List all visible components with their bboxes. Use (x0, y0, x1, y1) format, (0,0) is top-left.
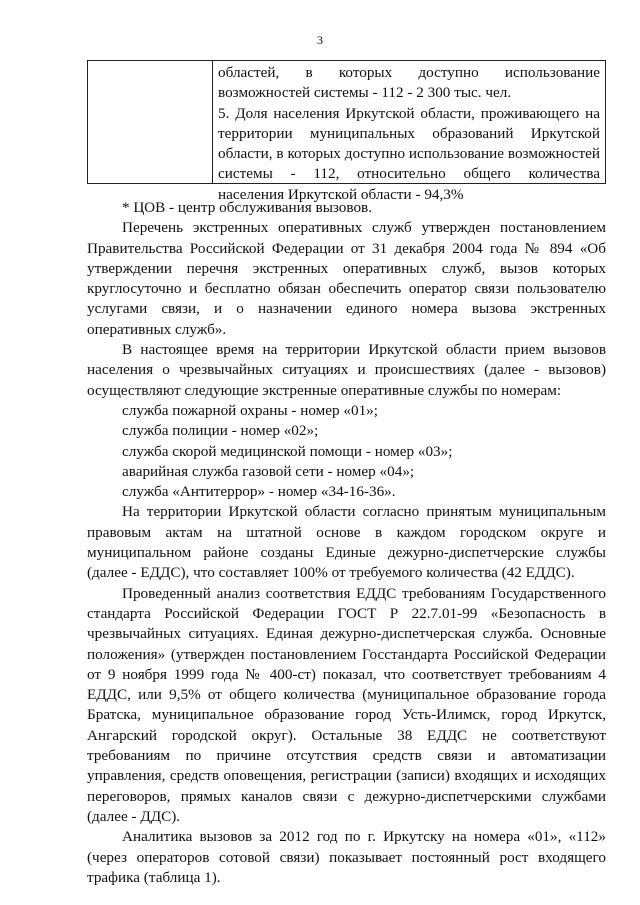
page-number: 3 (317, 33, 323, 47)
table-cell-right (213, 61, 605, 203)
continued-table (87, 60, 606, 203)
table-cell-left (88, 61, 213, 183)
table-cell-line: 5. Доля населения Иркутской области, проживающего на территории муниципальных образований Иркутской области, в которых доступно использование возможностей системы - 112, относительно общего количества населения Иркутской области - 94,3% (218, 104, 600, 203)
table-cell-line: областей, в которых доступно использование возможностей системы - 112 - 2 300 тыс. чел. (218, 64, 600, 102)
service-list-item: служба полиции - номер «02»; (122, 422, 319, 440)
paragraph: Аналитика вызовов за 2012 год по г. Иркутску на номера «01», «112» (через операторов сотовой связи) показывает постоянный рост входящего трафика (таблица 1). (87, 828, 606, 886)
paragraph: Перечень экстренных оперативных служб утвержден постановлением Правительства Российской Федерации от 31 декабря 2004 года № 894 «Об утверждении перечня экстренных оперативных служб, вызов которых круглосуточно и бесплатно обязан обеспечить оператор связи пользователю услугами связи, и о назначении единого номера вызова экстренных оперативных служб». (87, 219, 606, 338)
document-body (87, 198, 606, 888)
service-list-item: служба «Антитеррор» - номер «34-16-36». (122, 483, 396, 501)
service-list-item: служба скорой медицинской помощи - номер «03»; (122, 442, 453, 460)
paragraph: В настоящее время на территории Иркутской области прием вызовов населения о чрезвычайных ситуациях и происшествиях (далее - вызовов) осуществляют следующие экстренные оперативные службы по номерам: (87, 341, 606, 399)
paragraph: Проведенный анализ соответствия ЕДДС требованиям Государственного стандарта Российской Федерации ГОСТ Р 22.7.01-99 «Безопасность в чрезвычайных ситуациях. Единая дежурно-диспетчерская служба. Основные положения» (утвержден постановлением Госстандарта Российской Федерации от 9 ноября 1999 года № 400-ст) показал, что соответствует требованиям 4 ЕДДС, или 9,5% от общего количества (муниципальное образование города Братска, муниципальное образование город Усть-Илимск, город Иркутск, Ангарский городской округ). Остальные 38 ЕДДС не соответствуют требованиям по причине отсутствия средств связи и автоматизации управления, средств оповещения, регистрации (записи) входящих и исходящих переговоров, прямых каналов связи с дежурно-диспетчерскими службами (далее - ДДС). (87, 584, 606, 825)
service-list-item: аварийная служба газовой сети - номер «04»; (122, 462, 415, 480)
footnote: * ЦОВ - центр обслуживания вызовов. (122, 199, 373, 216)
service-list-item: служба пожарной охраны - номер «01»; (122, 401, 378, 419)
paragraph: На территории Иркутской области согласно принятым муниципальным правовым актам на штатной основе в каждом городском округе и муниципальном районе созданы Единые дежурно-диспетчерские службы (далее - ЕДДС), что составляет 100% от требуемого количества (42 ЕДДС). (87, 503, 606, 582)
